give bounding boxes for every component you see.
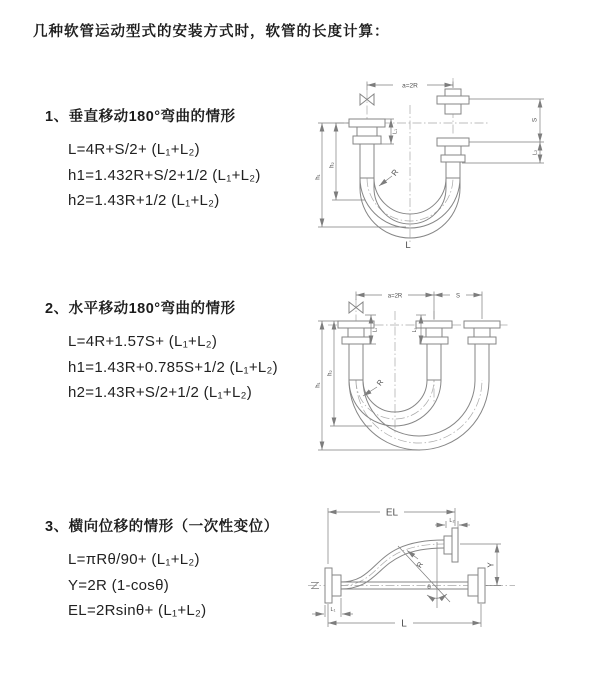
dim-label-s: S	[531, 117, 539, 123]
section-2-heading: 2、水平移动180°弯曲的情形	[45, 301, 236, 317]
section-1	[45, 105, 261, 214]
moving-end-fitting-lower	[437, 138, 469, 178]
moving-end-fitting-position-2	[464, 321, 500, 344]
formula-y: Y=2R (1-cosθ)	[68, 576, 170, 594]
dim-label-h2: h₂	[327, 370, 334, 376]
dim-label-l1: L₁	[330, 607, 336, 613]
section-2-formulas	[68, 329, 278, 406]
section-2	[45, 297, 278, 406]
fixed-end-fitting	[349, 119, 385, 178]
braided-hose-section	[349, 344, 363, 380]
formula-length: L=4R+S/2+ (L₁+L₂)	[68, 141, 200, 158]
dim-label-l2: L₂	[449, 518, 455, 524]
formula-h1: h1=1.43R+0.785S+1/2 (L₁+L₂)	[68, 358, 278, 376]
dim-label-el: EL	[385, 507, 399, 519]
bend-radius-callout	[363, 377, 386, 396]
dim-label-a2r: a=2R	[402, 82, 418, 90]
diagram-horizontal-180-bend	[310, 285, 600, 460]
upper-flange-displaced	[444, 528, 458, 562]
diagram-lateral-displacement	[300, 498, 595, 648]
braided-hose-section	[360, 144, 374, 178]
right-flange	[468, 568, 485, 603]
dim-label-r: R	[389, 167, 401, 178]
dimension-el	[328, 508, 455, 565]
dim-label-s: S	[455, 293, 461, 300]
dim-label-h2: h₂	[329, 162, 336, 168]
dimension-stroke-s	[434, 294, 482, 300]
dim-label-h1: h₁	[315, 382, 322, 388]
dim-label-r: R	[374, 377, 386, 388]
dim-label-l2: L₂	[532, 149, 539, 156]
formula-el: EL=2Rsinθ+ (L₁+L₂)	[68, 602, 207, 619]
section-3	[45, 515, 279, 624]
section-1-heading: 1、垂直移动180°弯曲的情形	[45, 109, 236, 125]
hose-bend-arcs	[349, 344, 489, 450]
diagram-vertical-180-bend	[310, 75, 595, 265]
dim-label-theta: θ	[427, 584, 431, 591]
angle-construction-lines	[398, 542, 450, 608]
bend-radius-callout	[379, 167, 400, 186]
dim-label-y: Y	[486, 562, 496, 568]
dim-label-l2: L₂	[412, 327, 418, 333]
braided-hose-section	[446, 162, 460, 178]
fixed-end-fitting	[338, 321, 374, 380]
dimension-l2	[435, 518, 470, 528]
section-3-heading: 3、横向位移的情形（一次性变位）	[45, 519, 279, 535]
dim-label-a2r: a=2R	[387, 293, 403, 300]
dim-label-l1: L₁	[372, 327, 379, 333]
dimension-a-2r	[367, 82, 453, 91]
formula-h2: h2=1.43R+1/2 (L₁+L₂)	[68, 192, 220, 209]
moving-end-fitting-upper	[437, 89, 469, 114]
dim-label-h1: h₁	[315, 174, 322, 180]
dim-label-l1: L₁	[392, 129, 399, 134]
dimension-stroke-s	[462, 99, 544, 163]
braided-hose-section	[427, 344, 441, 380]
dimension-l	[328, 604, 481, 630]
dim-label-r: R	[414, 560, 426, 570]
dim-label-l: L	[405, 240, 411, 251]
moving-end-fitting-position-1	[416, 321, 452, 380]
bend-radius-callout	[407, 551, 425, 570]
section-3-formulas	[68, 547, 279, 624]
formula-h1: h1=1.432R+S/2+1/2 (L₁+L₂)	[68, 166, 261, 184]
section-1-formulas	[68, 137, 261, 214]
page-title: 几种软管运动型式的安装方式时，软管的长度计算：	[33, 24, 390, 40]
dim-label-l: L	[401, 618, 407, 630]
formula-length: L=4R+1.57S+ (L₁+L₂)	[68, 333, 218, 350]
formula-h2: h2=1.43R+S/2+1/2 (L₁+L₂)	[68, 384, 253, 401]
formula-length: L=πRθ/90+ (L₁+L₂)	[68, 551, 200, 568]
